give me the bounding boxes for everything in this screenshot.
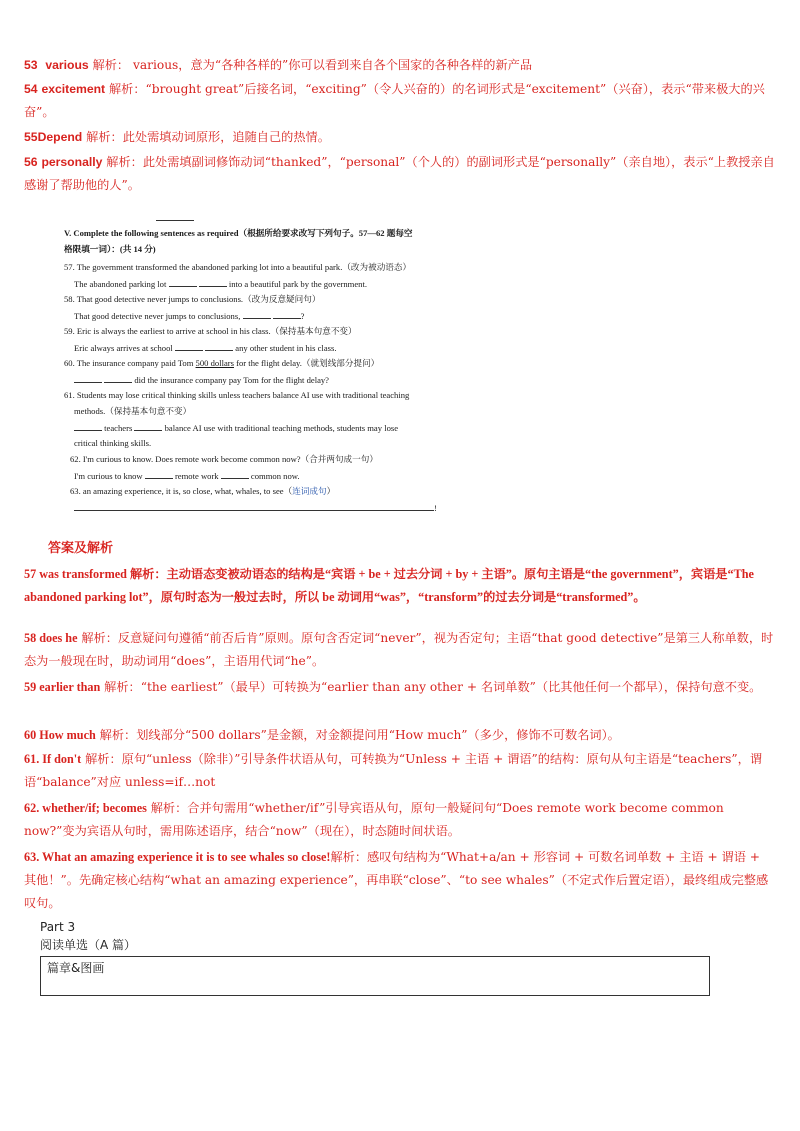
q60-underlined: 500 dollars (195, 358, 234, 368)
answer-number: 62. whether/if; becomes (24, 801, 147, 815)
q63-end: ! (434, 503, 437, 513)
answer-explanation: 解析：此处需填动词原形，追随自己的热情。 (82, 130, 330, 144)
answer-explanation: 解析：划线部分“500 dollars”是金额，对金额提问用“How much”（多少，修饰不可数名词）。 (95, 728, 620, 742)
answer-number: 60 How much (24, 728, 96, 742)
q60-text-post: for the flight delay.（就划线部分提问） (233, 358, 380, 368)
blank (243, 310, 271, 319)
answer-58 (24, 627, 776, 673)
q60-text-pre: 60. The insurance company paid Tom (64, 358, 196, 368)
q57-text-pre: The abandoned parking lot (74, 279, 167, 289)
blank (221, 470, 249, 479)
answer-word: Depend (37, 130, 83, 144)
question-63-rewrite (74, 502, 437, 514)
blank (199, 278, 227, 287)
answer-62 (24, 797, 776, 843)
q58-end: ? (300, 311, 305, 321)
answer-number: 54 (24, 82, 38, 96)
exercise-header: V. Complete the following sentences as required（根据所给要求改写下列句子。57—62 题每空 (64, 228, 413, 238)
blank (273, 310, 301, 319)
answer-word: excitement (41, 82, 106, 96)
answer-word: various (45, 58, 89, 72)
question-61-rewrite (74, 422, 398, 434)
q61-text-mid: teachers (104, 423, 133, 433)
question-57: 57. The government transformed the abandoned parking lot into a beautiful park.（改为被动语态） (64, 262, 412, 272)
exercise-header-cont: 格限填一词）：(共 14 分) (64, 244, 156, 254)
question-60-rewrite (74, 374, 329, 386)
part-label: Part 3 (40, 920, 76, 934)
blank (205, 342, 233, 351)
answer-56 (24, 151, 776, 197)
text-box (40, 956, 710, 996)
reading-label: 阅读单选（A 篇） (40, 938, 137, 952)
answer-explanation: 解析：原句“unless（除非）”引导条件状语从句，可转换为“Unless + 主语 + 谓语”的结构：原句从句主语是“teachers”，谓语“balance”对应 unless=if…not (24, 752, 763, 789)
q57-text-post: into a beautiful park by the government. (228, 279, 368, 289)
blank (145, 470, 173, 479)
answer-number: 56 (24, 155, 38, 169)
q61-text-post: balance AI use with traditional teaching methods, students may lose (164, 423, 399, 433)
question-58: 58. That good detective never jumps to conclusions.（改为反意疑问句） (64, 294, 321, 304)
exercise-scan (64, 212, 534, 512)
answer-number: 55 (24, 130, 38, 144)
question-61-rewrite-cont: critical thinking skills. (74, 438, 152, 448)
blank (104, 374, 132, 383)
answer-number: 53 (24, 58, 38, 72)
answer-explanation: 解析：合并句需用“whether/if”引导宾语从句，原句一般疑问句“Does remote work become common now?”变为宾语从句时，需用陈述语序，结合“now”（现在），时态随时间状语。 (24, 801, 724, 838)
blank (175, 342, 203, 351)
answer-60 (24, 724, 776, 747)
answer-explanation: 解析：“brought great”后接名词，“exciting”（令人兴奋的）的名词形式是“excitement”（兴奋），表示“带来极大的兴奋”。 (24, 82, 765, 119)
blank (374, 502, 434, 511)
q62-text-pre: I'm curious to know (74, 471, 143, 481)
question-61: 61. Students may lose critical thinking skills unless teachers balance AI use with traditional teaching (64, 390, 410, 400)
q63-text-pre: 63. an amazing experience, it is, so close, what, whales, to see（ (70, 486, 293, 496)
answer-explanation: 解析：此处需填副词修饰动词“thanked”，“personal”（个人的）的副词形式是“personally”（亲自地），表示“上教授亲自感谢了帮助他的人”。 (24, 155, 775, 192)
q60-text: did the insurance company pay Tom for the flight delay? (134, 375, 330, 385)
answer-number: 63. What an amazing experience it is to see whales so close! (24, 850, 331, 864)
blank (74, 422, 102, 431)
q59-text-pre: Eric always arrives at school (74, 343, 173, 353)
question-62-rewrite (74, 470, 300, 482)
blank (74, 502, 374, 511)
question-63 (70, 486, 335, 497)
question-59: 59. Eric is always the earliest to arrive at school in his class.（保持基本句意不变） (64, 326, 357, 336)
answer-61 (24, 748, 776, 794)
blank (134, 422, 162, 431)
q63-instruction: 连词成句 (292, 486, 327, 496)
answer-57 (24, 563, 776, 609)
answer-word: personally (41, 155, 103, 169)
answer-number: 58 does he (24, 631, 78, 645)
blank (74, 374, 102, 383)
question-61-cont: methods.（保持基本句意不变） (74, 406, 192, 416)
q62-text-mid: remote work (174, 471, 219, 481)
answer-explanation: 解析：主动语态变被动语态的结构是“宾语 + be + 过去分词 + by + 主语”。原句主语是“the government”，宾语是“The abandoned parking lot”，原句时态为一般过去时，所以 be 动词用“was”，“transform”的过去分词是“transformed”。 (24, 567, 754, 604)
q59-text-post: any other student in his class. (235, 343, 337, 353)
answer-53 (24, 54, 776, 77)
answer-63 (24, 846, 776, 915)
answer-explanation: 解析：感叹句结构为“What+a/an + 形容词 + 可数名词单数 + 主语 + 谓语 + 其他！”。先确定核心结构“what an amazing experience”，再串联“close”、“to see whales”（不定式作后置定语），最终组成完整感叹句。 (24, 850, 769, 910)
blank (169, 278, 197, 287)
answer-explanation: 解析：“the earliest”（最早）可转换为“earlier than any other + 名词单数”（比其他任何一个都早），保持句意不变。 (100, 680, 762, 694)
answer-55 (24, 126, 776, 149)
answer-number: 57 was transformed (24, 567, 127, 581)
question-60 (64, 358, 379, 369)
answer-number: 61. If don't (24, 752, 82, 766)
answer-number: 59 earlier than (24, 680, 101, 694)
question-57-rewrite (74, 278, 367, 290)
q63-text-post: ） (326, 486, 336, 496)
answer-explanation: 解析： various，意为“各种各样的”你可以看到来自各个国家的各种各样的新产品 (88, 58, 533, 72)
question-58-rewrite (74, 310, 305, 322)
divider (156, 220, 194, 221)
text-box-label: 篇章&图画 (47, 961, 105, 975)
answer-explanation: 解析：反意疑问句遵循“前否后肯”原则。原句含否定词“never”，视为否定句；主语“that good detective”是第三人称单数，时态为一般现在时，助动词用“does”，主语用代词“he”。 (24, 631, 774, 668)
q62-text-post: common now. (250, 471, 300, 481)
question-62: 62. I'm curious to know. Does remote work become common now?（合并两句成一句） (70, 454, 378, 464)
question-59-rewrite (74, 342, 336, 354)
answers-title: 答案及解析 (48, 541, 114, 556)
answer-54 (24, 78, 776, 124)
answer-59 (24, 676, 776, 699)
q58-text: That good detective never jumps to conclusions, (74, 311, 241, 321)
